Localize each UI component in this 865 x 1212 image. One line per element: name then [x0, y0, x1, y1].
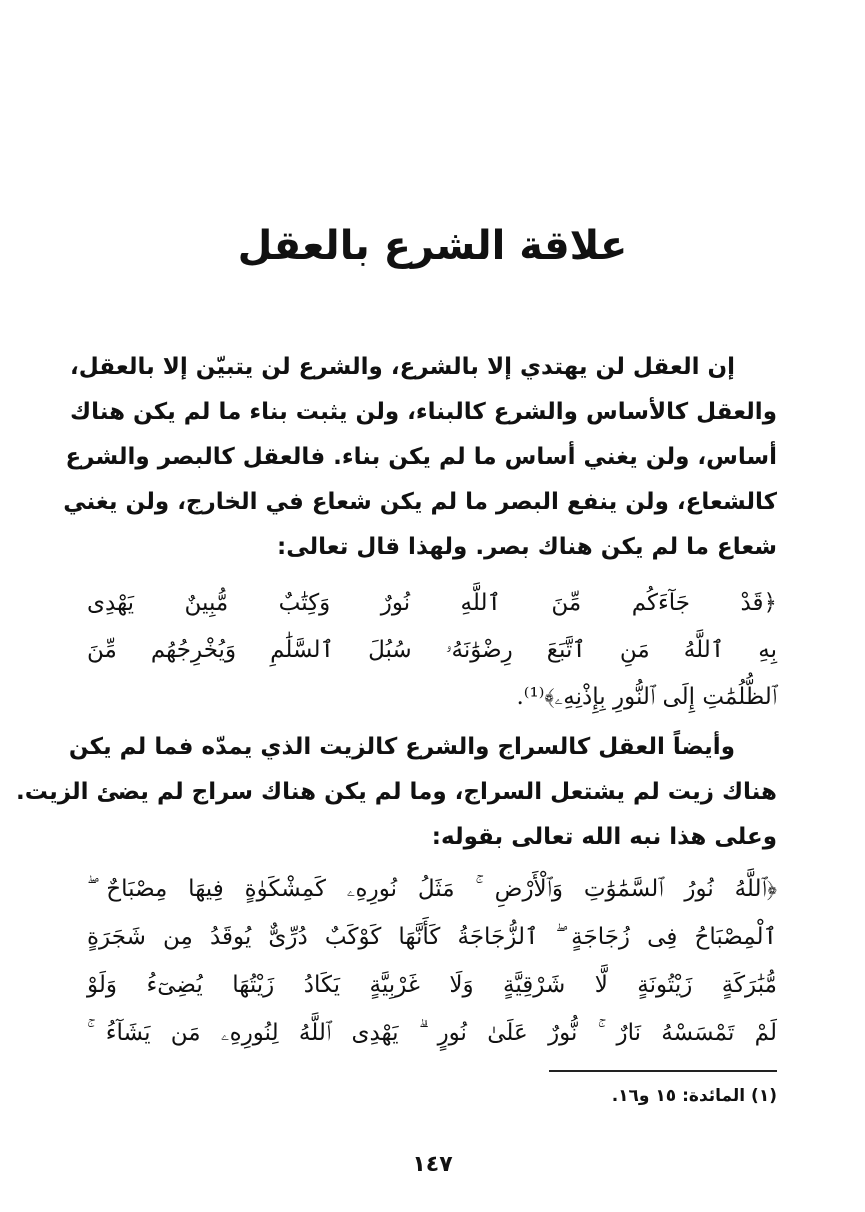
chapter-title: علاقة الشرع بالعقل [237, 223, 628, 269]
paragraph-line: والعقل كالأساس والشرع كالبناء، ولن يثبت بناء ما لم يكن هناك [69, 399, 777, 425]
paragraph-line: إن العقل لن يهتدي إلا بالشرع، والشرع لن يتبيّن إلا بالعقل، [70, 354, 735, 380]
verse-line: لَمْ تَمْسَسْهُ نَارٌ ۚ نُّورٌ عَلَىٰ نُورٍ ۗ يَهْدِى ٱللَّهُ لِنُورِهِۦ مَن يَشَآءُ ۚ [87, 1020, 777, 1046]
paragraph-1 [63, 345, 777, 570]
verse-line: مُّبَٰرَكَةٍ زَيْتُونَةٍ لَّا شَرْقِيَّةٍ وَلَا غَرْبِيَّةٍ يَكَادُ زَيْتُهَا يُضِىٓءُ وَلَوْ [87, 972, 777, 998]
paragraph-line: كالشعاع، ولن ينفع البصر ما لم يكن شعاع في الخارج، ولن يغني [63, 489, 777, 515]
page-number: ١٤٧ [412, 1152, 453, 1177]
verse-line: ﴿قَدْ جَآءَكُم مِّنَ ٱللَّهِ نُورٌ وَكِتَٰبٌ مُّبِينٌ يَهْدِى [87, 590, 777, 616]
footnote-divider [549, 1070, 777, 1072]
quran-verse-2 [87, 865, 777, 1057]
paragraph-line: هناك زيت لم يشتعل السراج، وما لم يكن هناك سراج لم يضئ الزيت. [16, 779, 777, 805]
paragraph-line: أساس، ولن يغني أساس ما لم يكن بناء. فالعقل كالبصر والشرع [65, 444, 777, 470]
quran-verse-1 [87, 580, 777, 721]
paragraph-line: وأيضاً العقل كالسراج والشرع كالزيت الذي يمدّه فما لم يكن [68, 734, 735, 760]
verse-line: ﴿ٱللَّهُ نُورُ ٱلسَّمَٰوَٰتِ وَٱلْأَرْضِ ۚ مَثَلُ نُورِهِۦ كَمِشْكَوٰةٍ فِيهَا مِصْبَاحٌ ۖ [87, 876, 777, 902]
paragraph-line: وعلى هذا نبه الله تعالى بقوله: [431, 824, 777, 850]
paragraph-line: شعاع ما لم يكن هناك بصر. ولهذا قال تعالى: [277, 534, 777, 560]
verse-line: بِهِ ٱللَّهُ مَنِ ٱتَّبَعَ رِضْوَٰنَهُۥ سُبُلَ ٱلسَّلَٰمِ وَيُخْرِجُهُم مِّنَ [87, 637, 777, 663]
verse-line: ٱلظُّلُمَٰتِ إِلَى ٱلنُّورِ بِإِذْنِهِۦ﴾⁽¹⁾. [516, 684, 777, 710]
footnote: (١) المائدة: ١٥ و١٦. [611, 1086, 777, 1106]
paragraph-2 [16, 725, 777, 860]
verse-line: ٱلْمِصْبَاحُ فِى زُجَاجَةٍ ۖ ٱلزُّجَاجَةُ كَأَنَّهَا كَوْكَبٌ دُرِّىٌّ يُوقَدُ مِن شَجَرَةٍ [87, 924, 777, 950]
